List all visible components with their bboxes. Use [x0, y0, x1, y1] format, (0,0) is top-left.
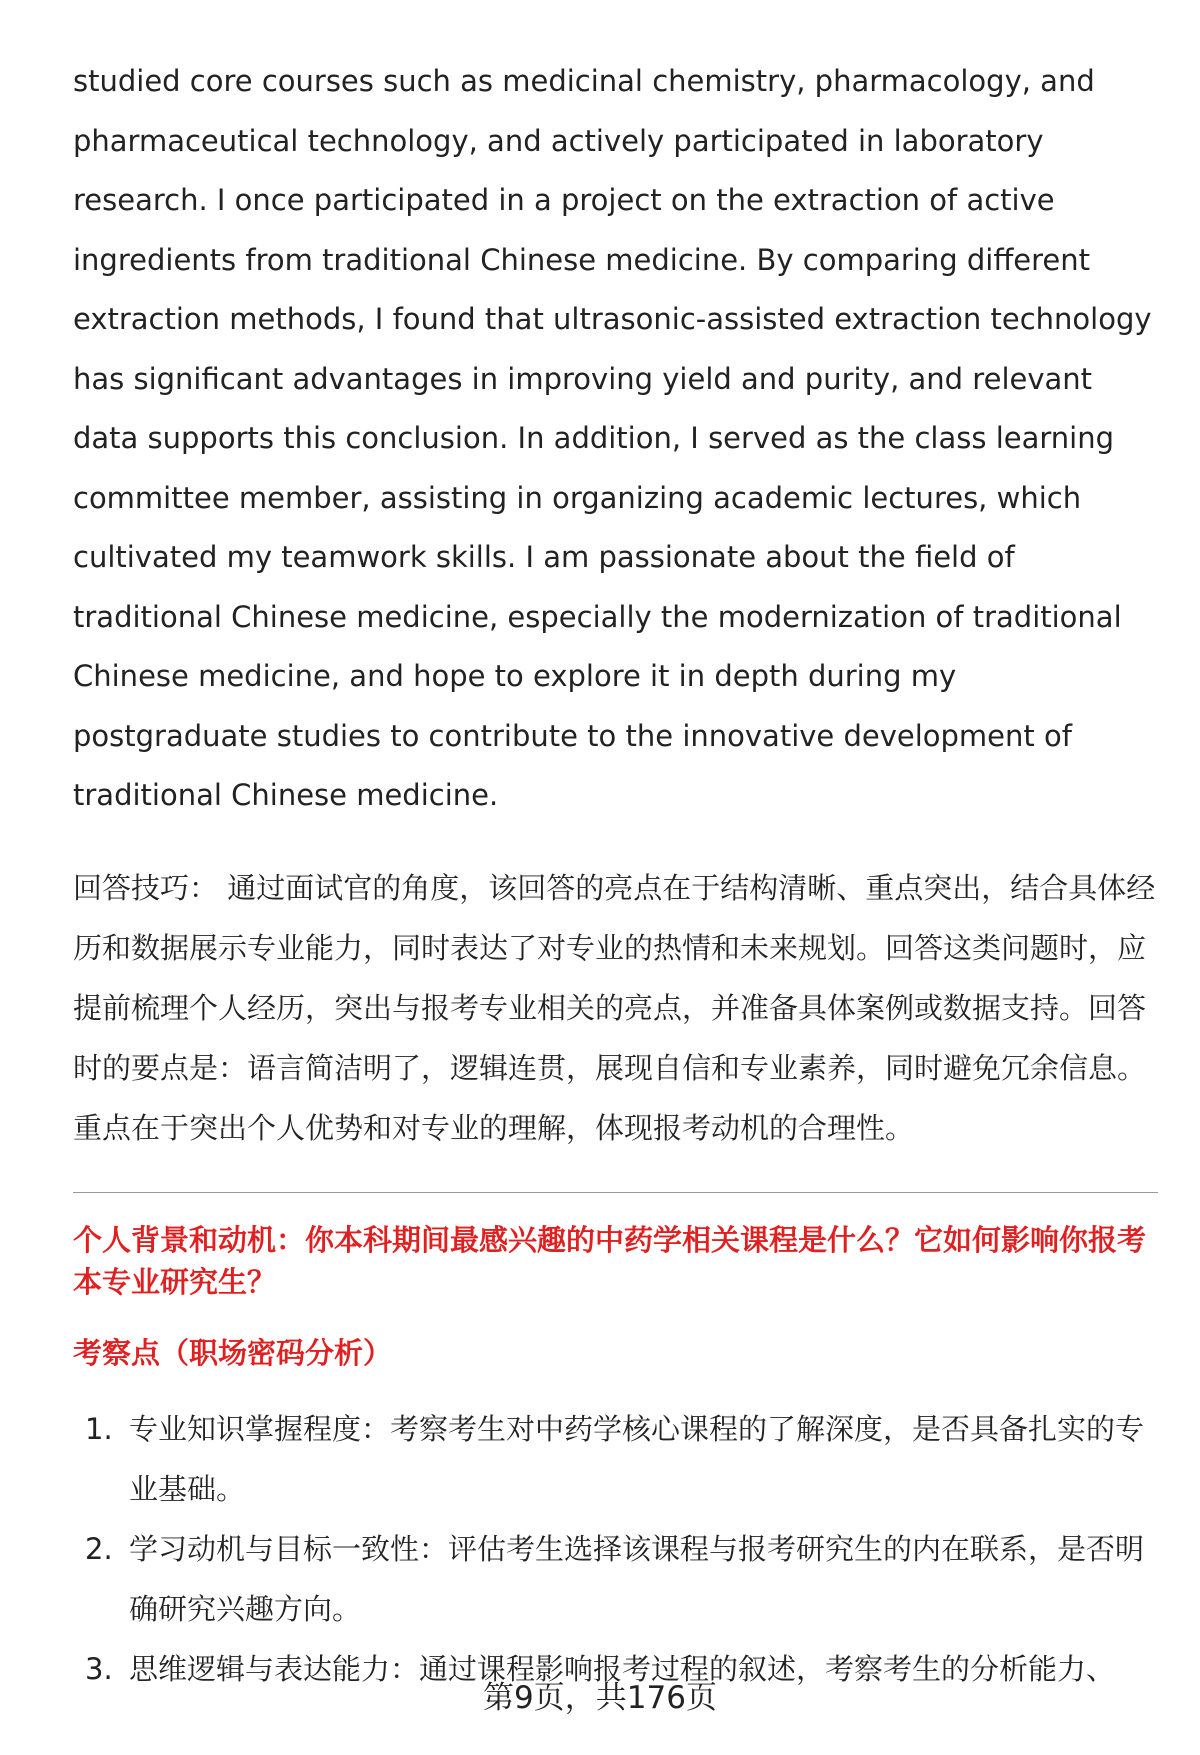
list-item-text: 专业知识掌握程度：考察考生对中药学核心课程的了解深度，是否具备扎实的专业基础。	[129, 1411, 1145, 1506]
page-number-footer: 第9页，共176页	[483, 1680, 717, 1716]
list-number: 2.	[85, 1531, 113, 1566]
list-number: 3.	[85, 1651, 113, 1686]
section-divider	[73, 1192, 1158, 1193]
question-heading: 个人背景和动机：你本科期间最感兴趣的中药学相关课程是什么？它如何影响你报考本专业研究生？	[73, 1222, 1147, 1299]
list-item-text: 思维逻辑与表达能力：通过课程影响报考过程的叙述，考察考生的分析能力、	[129, 1651, 1116, 1686]
english-answer-paragraph: studied core courses such as medicinal chemistry, pharmacology, and pharmaceutical technology, and actively participated in laboratory research. I once participated in a project on the extraction of active ingredients from traditional Chinese medicine. By comparing different extraction methods, I found that ultrasonic-assisted extraction technology has significant advantages in improving yield and purity, and relevant data supports this conclusion. In addition, I served as the class learning committee member, assisting in organizing academic lectures, which cultivated my teamwork skills. I am passionate about the field of traditional Chinese medicine, especially the modernization of traditional Chinese medicine, and hope to explore it in depth during my postgraduate studies to contribute to the innovative development of traditional Chinese medicine.	[73, 64, 1152, 812]
list-item	[73, 1399, 1158, 1519]
answer-tips-paragraph: 回答技巧： 通过面试官的角度，该回答的亮点在于结构清晰、重点突出，结合具体经历和数据展示专业能力，同时表达了对专业的热情和未来规划。回答这类问题时，应提前梳理个人经历，突出与报考专业相关的亮点，并准备具体案例或数据支持。回答时的要点是：语言简洁明了，逻辑连贯，展现自信和专业素养，同时避免冗余信息。重点在于突出个人优势和对专业的理解，体现报考动机的合理性。	[73, 870, 1156, 1145]
list-item	[73, 1519, 1158, 1639]
assessment-points-list	[73, 1399, 1158, 1699]
document-page	[73, 52, 1158, 1699]
list-item-text: 学习动机与目标一致性：评估考生选择该课程与报考研究生的内在联系，是否明确研究兴趣方向。	[129, 1531, 1145, 1626]
assessment-points-heading: 考察点（职场密码分析）	[73, 1335, 393, 1370]
list-number: 1.	[85, 1411, 113, 1446]
